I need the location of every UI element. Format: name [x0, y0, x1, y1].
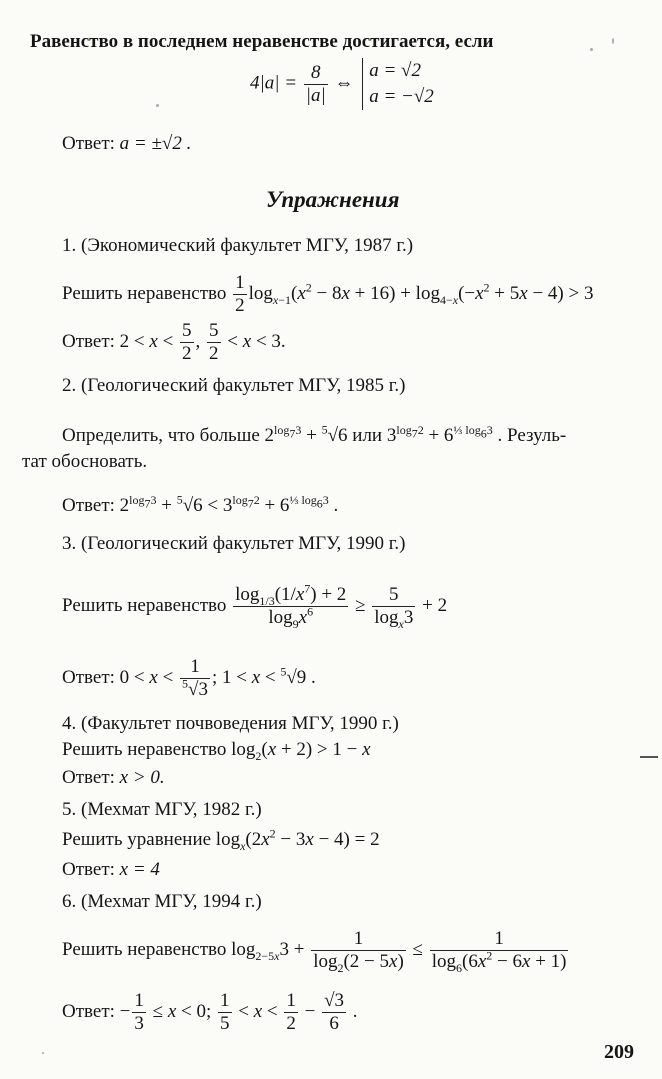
- ex4-answer: [62, 766, 165, 790]
- scan-mark: [640, 756, 658, 758]
- ex3-answer: [62, 656, 316, 701]
- ex5-formula: $\log_x(2x^2 - 3x - 4) = 2$: [215, 826, 380, 853]
- ex3-heading: 3. (Геологический факультет МГУ, 1990 г.): [62, 533, 406, 554]
- ex5-answer: [62, 858, 160, 882]
- ex1-answer: [62, 320, 286, 365]
- scan-speck: [612, 38, 614, 44]
- ex5-task: [62, 828, 380, 852]
- ex6-answer-value: − $\frac{1}{3}$ ≤ x < 0; $\frac{1}{5}$ < x < $\frac{1}{2}$ − $\frac{√3}{6}$ .: [119, 990, 358, 1034]
- ex4-heading: 4. (Факультет почвоведения МГУ, 1990 г.): [62, 713, 399, 734]
- page-number: 209: [604, 1041, 634, 1063]
- intro-system: [362, 58, 434, 110]
- ex2-task-label: Определить, что больше: [62, 425, 260, 446]
- ex5-heading: 5. (Мехмат МГУ, 1982 г.): [62, 799, 262, 820]
- ex5-answer-value: x = 4: [119, 859, 160, 880]
- intro-eq-num: 8: [304, 62, 328, 85]
- ex4-task: [62, 738, 371, 762]
- ex2-heading: 2. (Геологический факультет МГУ, 1985 г.): [62, 375, 406, 396]
- ex3-task: [62, 581, 448, 631]
- intro-sys-1: a = √2: [369, 60, 421, 81]
- answer-label: Ответ:: [62, 330, 115, 352]
- ex2-answer-value: $2^{log_73} + ^5√6 < 3^{log_72} + 6^{\frac{1}{3} log_63}$ .: [119, 492, 339, 516]
- answer-label: Ответ:: [62, 133, 115, 154]
- answer-label: Ответ:: [62, 1000, 115, 1022]
- intro-equation: [250, 58, 434, 110]
- ex4-answer-value: x > 0.: [119, 767, 165, 788]
- answer-label: Ответ:: [62, 666, 115, 688]
- ex4-formula: $\log_2(x + 2) > 1 - x$: [231, 739, 371, 763]
- ex3-answer-value: 0 < x < $\frac{1}{^5√3}$ ; 1 < x < $^5$√9 .: [119, 656, 316, 700]
- ex2-answer: [62, 494, 338, 518]
- ex1-heading: 1. (Экономический факультет МГУ, 1987 г.): [62, 235, 414, 256]
- scan-speck: [42, 1052, 44, 1054]
- intro-text: Равенство в последнем неравенстве достигается, если: [30, 31, 494, 52]
- ex6-task-label: Решить неравенство: [62, 938, 227, 960]
- ex3-formula: $\frac{\log_{1/3}(1/x^7) + 2}{\log_9x^6}$ ≥ $\frac{5}{\log_x3}$ + 2: [235, 581, 448, 631]
- answer-label: Ответ:: [62, 495, 115, 516]
- ex2-or: или: [352, 425, 383, 446]
- ex4-task-label: Решить неравенство: [62, 739, 227, 760]
- answer-label: Ответ:: [62, 767, 115, 788]
- scan-speck: [590, 48, 593, 51]
- ex6-formula: $\log_{2-5x}3$ + $\frac{1}{\log_2(2 - 5x)}$ ≤ $\frac{1}{\log_6(6x^2 - 6x + 1)}$: [231, 928, 567, 975]
- intro-sys-2: a = −√2: [369, 86, 434, 107]
- ex5-task-label: Решить уравнение: [62, 829, 212, 850]
- answer-value: a = ±√2 .: [119, 133, 192, 154]
- intro-answer: [62, 132, 191, 156]
- ex2-task: [62, 424, 566, 448]
- ex1-task: [62, 272, 593, 317]
- intro-eq-lhs: 4|a| =: [250, 72, 298, 94]
- ex1-formula: $\frac{1}{2}$ $\log_{x-1}(x^2 - 8x + 16) + \log_{4-x}(-x^2 + 5x - 4) > 3$: [235, 272, 594, 316]
- scan-speck: [156, 104, 159, 107]
- answer-label: Ответ:: [62, 859, 115, 880]
- ex1-answer-value: 2 < x < $\frac{5}{2}$ , $\frac{5}{2}$ < x < 3.: [119, 320, 286, 364]
- ex2-formula-b: $3^{log_72} + 6^{\frac{1}{3} log_63}$: [386, 422, 493, 446]
- ex6-heading: 6. (Мехмат МГУ, 1994 г.): [62, 891, 262, 912]
- intro-eq-den: |a|: [305, 84, 326, 106]
- intro-eq-fraction: [304, 62, 328, 107]
- ex6-task: [62, 928, 570, 973]
- ex6-answer: [62, 990, 358, 1035]
- ex3-task-label: Решить неравенство: [62, 594, 227, 616]
- iff-symbol: ⇔: [334, 72, 354, 94]
- ex2-result: . Резуль-: [497, 425, 567, 446]
- ex2-formula-a: $2^{log_73} + ^5√6$: [264, 422, 348, 446]
- section-title: Упражнения: [266, 187, 400, 212]
- ex2-task-cont: тат обосновать.: [22, 451, 148, 472]
- ex1-task-label: Решить неравенство: [62, 282, 227, 304]
